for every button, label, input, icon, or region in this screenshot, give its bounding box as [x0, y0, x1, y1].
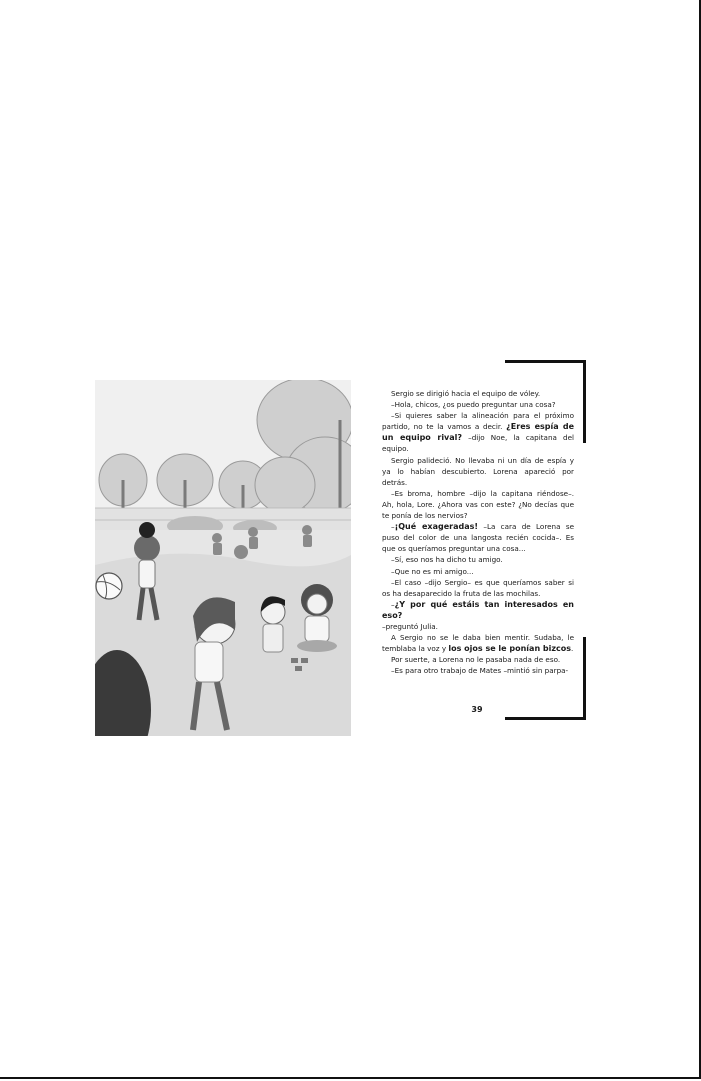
- story-paragraph: [382, 577, 574, 599]
- emphasis-text: ¿Eres espía de un equipo rival?: [382, 422, 574, 443]
- paragraph-text: –Que no es mi amigo...: [391, 566, 474, 576]
- paragraph-text: –La cara de Lorena se puso del color de una langosta recién cocida–. Es que os queríamos preguntar una cosa...: [382, 522, 574, 554]
- story-paragraph: [382, 521, 574, 554]
- paragraph-text: –El caso –dijo Sergio– es que queríamos saber si os ha desaparecido la fruta de las mochilas.: [382, 577, 574, 598]
- paragraph-text: –Si quieres saber la alineación para el próximo partido, no te la vamos a decir.: [382, 411, 574, 432]
- paragraph-text: Por suerte, a Lorena no le pasaba nada de eso.: [391, 655, 561, 665]
- paragraph-text: –dijo Noe, la capitana del equipo.: [382, 433, 574, 454]
- paragraph-text: –Es broma, hombre –dijo la capitana riéndose–. Ah, hola, Lore. ¿Ahora vas con este? ¿No decías que te ponía de los nervios?: [382, 488, 574, 521]
- decorative-bracket-bottom: [505, 637, 586, 720]
- paragraph-text: Sergio palideció. No llevaba ni un día de espía y ya lo habían descubierto. Lorena apareció por detrás.: [382, 455, 574, 487]
- paragraph-text: .: [571, 644, 574, 654]
- page-number: 39: [471, 705, 483, 714]
- paragraph-text: –: [391, 522, 395, 532]
- emphasis-text: ¿Y por qué estáis tan interesados en eso?: [382, 599, 574, 620]
- story-paragraph: [382, 566, 574, 577]
- story-paragraph: [382, 599, 574, 621]
- paragraph-text: –Es para otro trabajo de Mates –mintió sin parpa-: [391, 666, 569, 676]
- story-text: [382, 388, 574, 676]
- emphasis-text: los ojos se le ponían bizcos: [448, 644, 572, 654]
- story-paragraph: [382, 554, 574, 565]
- paragraph-text: –: [391, 599, 395, 609]
- paragraph-text: Sergio se dirigió hacia el equipo de vóley.: [391, 389, 541, 398]
- paragraph-text: –preguntó Julia.: [382, 621, 438, 631]
- story-paragraph: [382, 399, 574, 410]
- paragraph-text: A Sergio no se le daba bien mentir. Sudaba, le temblaba la voz y: [382, 633, 574, 654]
- emphasis-text: ¡Qué exageradas!: [394, 522, 479, 532]
- park-illustration: [95, 380, 351, 736]
- paragraph-text: –Hola, chicos, ¿os puedo preguntar una cosa?: [391, 400, 556, 410]
- story-paragraph: [382, 410, 574, 454]
- paragraph-text: –Sí, eso nos ha dicho tu amigo.: [391, 555, 503, 565]
- story-paragraph: [382, 488, 574, 521]
- story-paragraph: [382, 388, 574, 399]
- story-paragraph: [382, 621, 574, 632]
- story-paragraph: [382, 455, 574, 488]
